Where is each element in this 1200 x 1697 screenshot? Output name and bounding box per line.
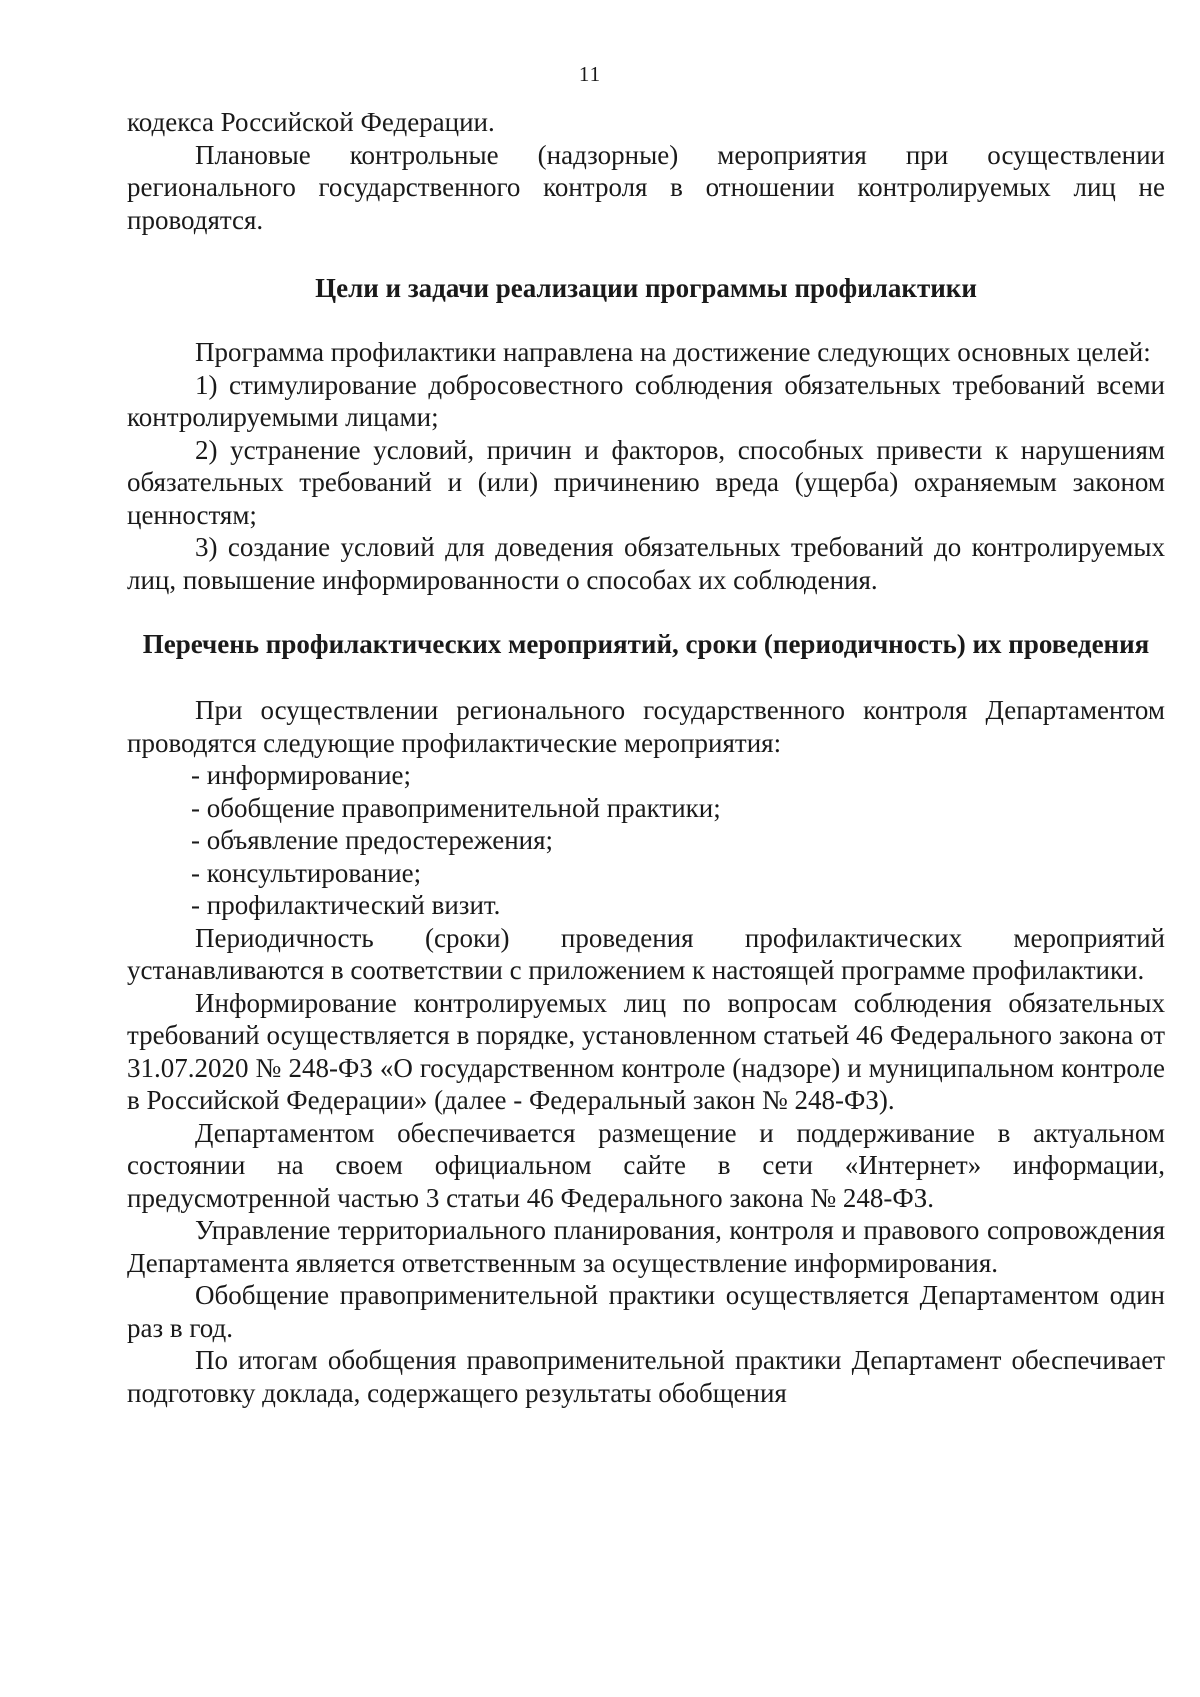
paragraph-periodicity: Периодичность (сроки) проведения профилактических мероприятий устанавливаются в соответствии с приложением к настоящей программе профилактики. <box>127 922 1165 985</box>
paragraph-informing-order: Информирование контролируемых лиц по вопросам соблюдения обязательных требований осуществляется в порядке, установленном статьей 46 Федерального закона от 31.07.2020 № 248-ФЗ «О государственном контроле (надзоре) и муниципальном контроле в Российской Федерации» (далее - Федеральный закон № 248-ФЗ). <box>127 987 1165 1115</box>
list-item: - информирование; <box>191 760 412 790</box>
paragraph-responsible: Управление территориального планирования, контроля и правового сопровождения Департамента является ответственным за осуществление информирования. <box>127 1215 1165 1278</box>
paragraph-measures-lead: При осуществлении регионального государственного контроля Департаментом проводятся следующие профилактические мероприятия: <box>127 695 1165 758</box>
paragraph-planned-checks: Плановые контрольные (надзорные) мероприятия при осуществлении регионального государственного контроля в отношении контролируемых лиц не проводятся. <box>127 139 1165 235</box>
page-number: 11 <box>578 62 602 86</box>
paragraph-report: По итогам обобщения правоприменительной практики Департамент обеспечивает подготовку доклада, содержащего результаты обобщения <box>127 1345 1165 1408</box>
goal-item-3: 3) создание условий для доведения обязательных требований до контролируемых лиц, повышение информированности о способах их соблюдения. <box>127 532 1165 595</box>
goal-item-2: 2) устранение условий, причин и факторов, способных привести к нарушениям обязательных требований и (или) причинению вреда (ущерба) охраняемым законом ценностям; <box>127 434 1165 530</box>
goal-item-1: 1) стимулирование добросовестного соблюдения обязательных требований всеми контролируемыми лицами; <box>127 369 1165 432</box>
paragraph-goals-lead: Программа профилактики направлена на достижение следующих основных целей: <box>195 337 1151 367</box>
document-body <box>127 106 1165 1409</box>
list-item: - объявление предостережения; <box>191 825 554 855</box>
paragraph-generalization: Обобщение правоприменительной практики осуществляется Департаментом один раз в год. <box>127 1280 1165 1343</box>
heading-measures: Перечень профилактических мероприятий, сроки (периодичность) их проведения <box>142 629 1150 659</box>
paragraph-website: Департаментом обеспечивается размещение и поддерживание в актуальном состоянии на своем официальном сайте в сети «Интернет» информации, предусмотренной частью 3 статьи 46 Федерального закона № 248-ФЗ. <box>127 1117 1165 1213</box>
list-item: - консультирование; <box>191 857 422 888</box>
list-item: - обобщение правоприменительной практики; <box>191 792 721 823</box>
paragraph-continuation: кодекса Российской Федерации. <box>127 107 495 137</box>
heading-goals: Цели и задачи реализации программы профилактики <box>315 273 977 303</box>
list-item: - профилактический визит. <box>191 890 501 920</box>
